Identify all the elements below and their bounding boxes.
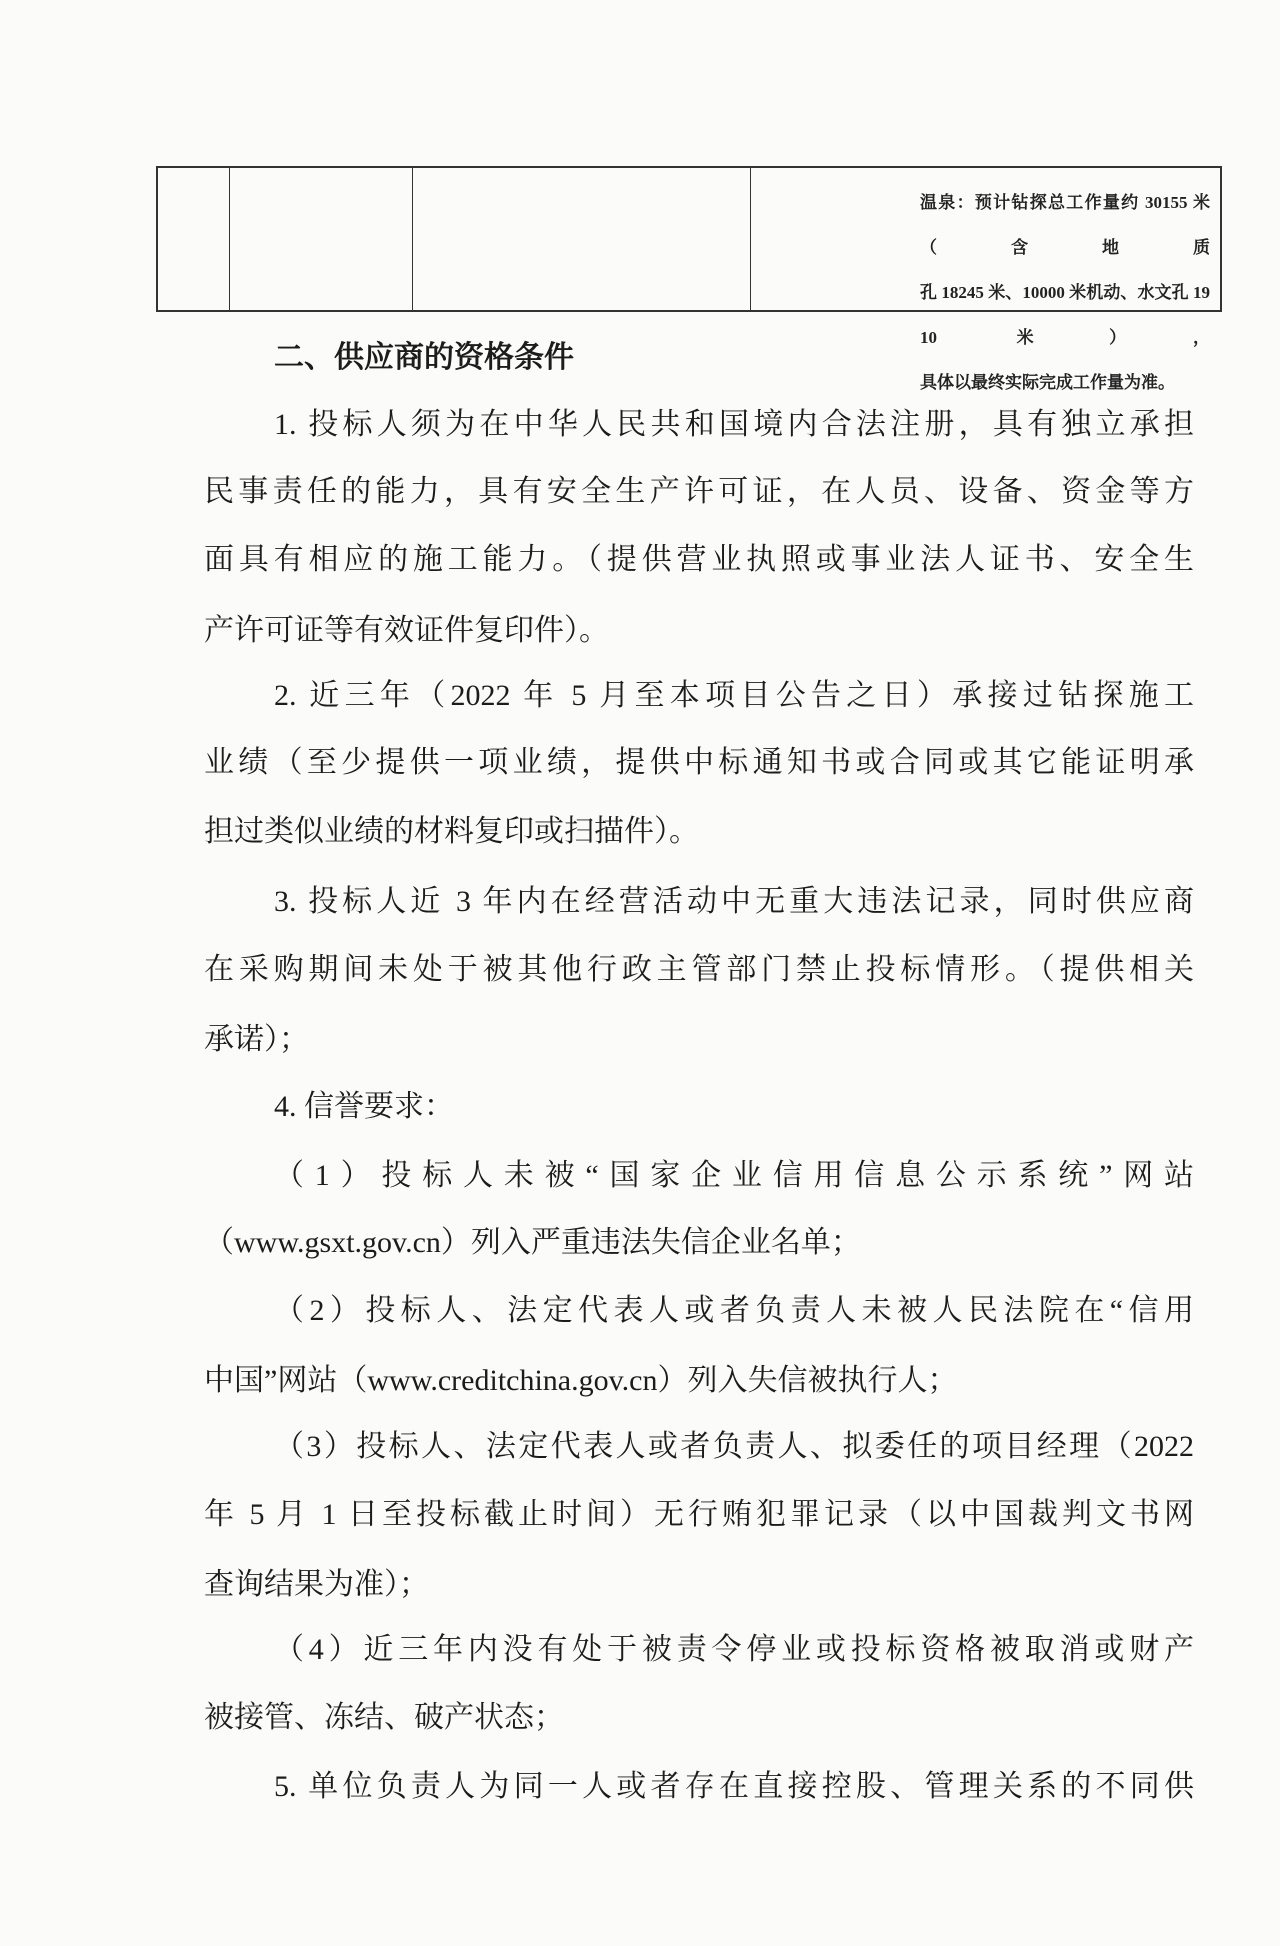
paragraph-line: 4. 信誉要求： [274,1090,454,1123]
paragraph-line: 承诺）； [204,1023,309,1056]
paragraph-line: （3）投标人、法定代表人或者负责人、拟委任的项目经理（2022 [274,1430,1194,1463]
paragraph-line: 在采购期间未处于被其他行政主管部门禁止投标情形。（提供相关 [204,953,1194,986]
paragraph-line: 查询结果为准）； [204,1568,429,1601]
paragraph-line: 2. 近三年（2022 年 5 月至本项目公告之日）承接过钻探施工 [274,679,1194,712]
paragraph-line: 业绩（至少提供一项业绩，提供中标通知书或合同或其它能证明承 [204,746,1194,779]
table-column-divider [750,168,751,310]
paragraph-line: 民事责任的能力，具有安全生产许可证，在人员、设备、资金等方 [204,475,1194,508]
cell-line: 温泉：预计钻探总工作量约 30155 米（含地质 [920,193,1210,257]
paragraph-line: 1. 投标人须为在中华人民共和国境内合法注册，具有独立承担 [274,408,1194,441]
paragraph-line: 5. 单位负责人为同一人或者存在直接控股、管理关系的不同供 [274,1770,1194,1803]
paragraph-line: （2）投标人、法定代表人或者负责人未被人民法院在“信用 [274,1294,1194,1327]
paragraph-line: （4）近三年内没有处于被责令停业或投标资格被取消或财产 [274,1633,1194,1666]
table-column-divider [229,168,230,310]
section-heading: 二、供应商的资格条件 [274,341,574,374]
paragraph-line: 面具有相应的施工能力。（提供营业执照或事业法人证书、安全生 [204,543,1194,576]
paragraph-line: （www.gsxt.gov.cn）列入严重违法失信企业名单； [204,1226,861,1259]
paragraph-line: 中国”网站（www.creditchina.gov.cn）列入失信被执行人； [204,1364,958,1397]
cell-line: 具体以最终实际完成工作量为准。 [920,373,1175,392]
cell-line: 孔 18245 米、10000 米机动、水文孔 1910 米）， [920,283,1210,347]
paragraph-line: 产许可证等有效证件复印件）。 [204,614,609,647]
paragraph-line: 被接管、冻结、破产状态； [204,1701,564,1734]
paragraph-line: （1）投标人未被“国家企业信用信息公示系统”网站 [274,1159,1194,1192]
paragraph-line: 3. 投标人近 3 年内在经营活动中无重大违法记录，同时供应商 [274,885,1194,918]
paragraph-line: 年 5 月 1 日至投标截止时间）无行贿犯罪记录（以中国裁判文书网 [204,1498,1194,1531]
table-column-divider [412,168,413,310]
paragraph-line: 担过类似业绩的材料复印或扫描件）。 [204,815,699,848]
